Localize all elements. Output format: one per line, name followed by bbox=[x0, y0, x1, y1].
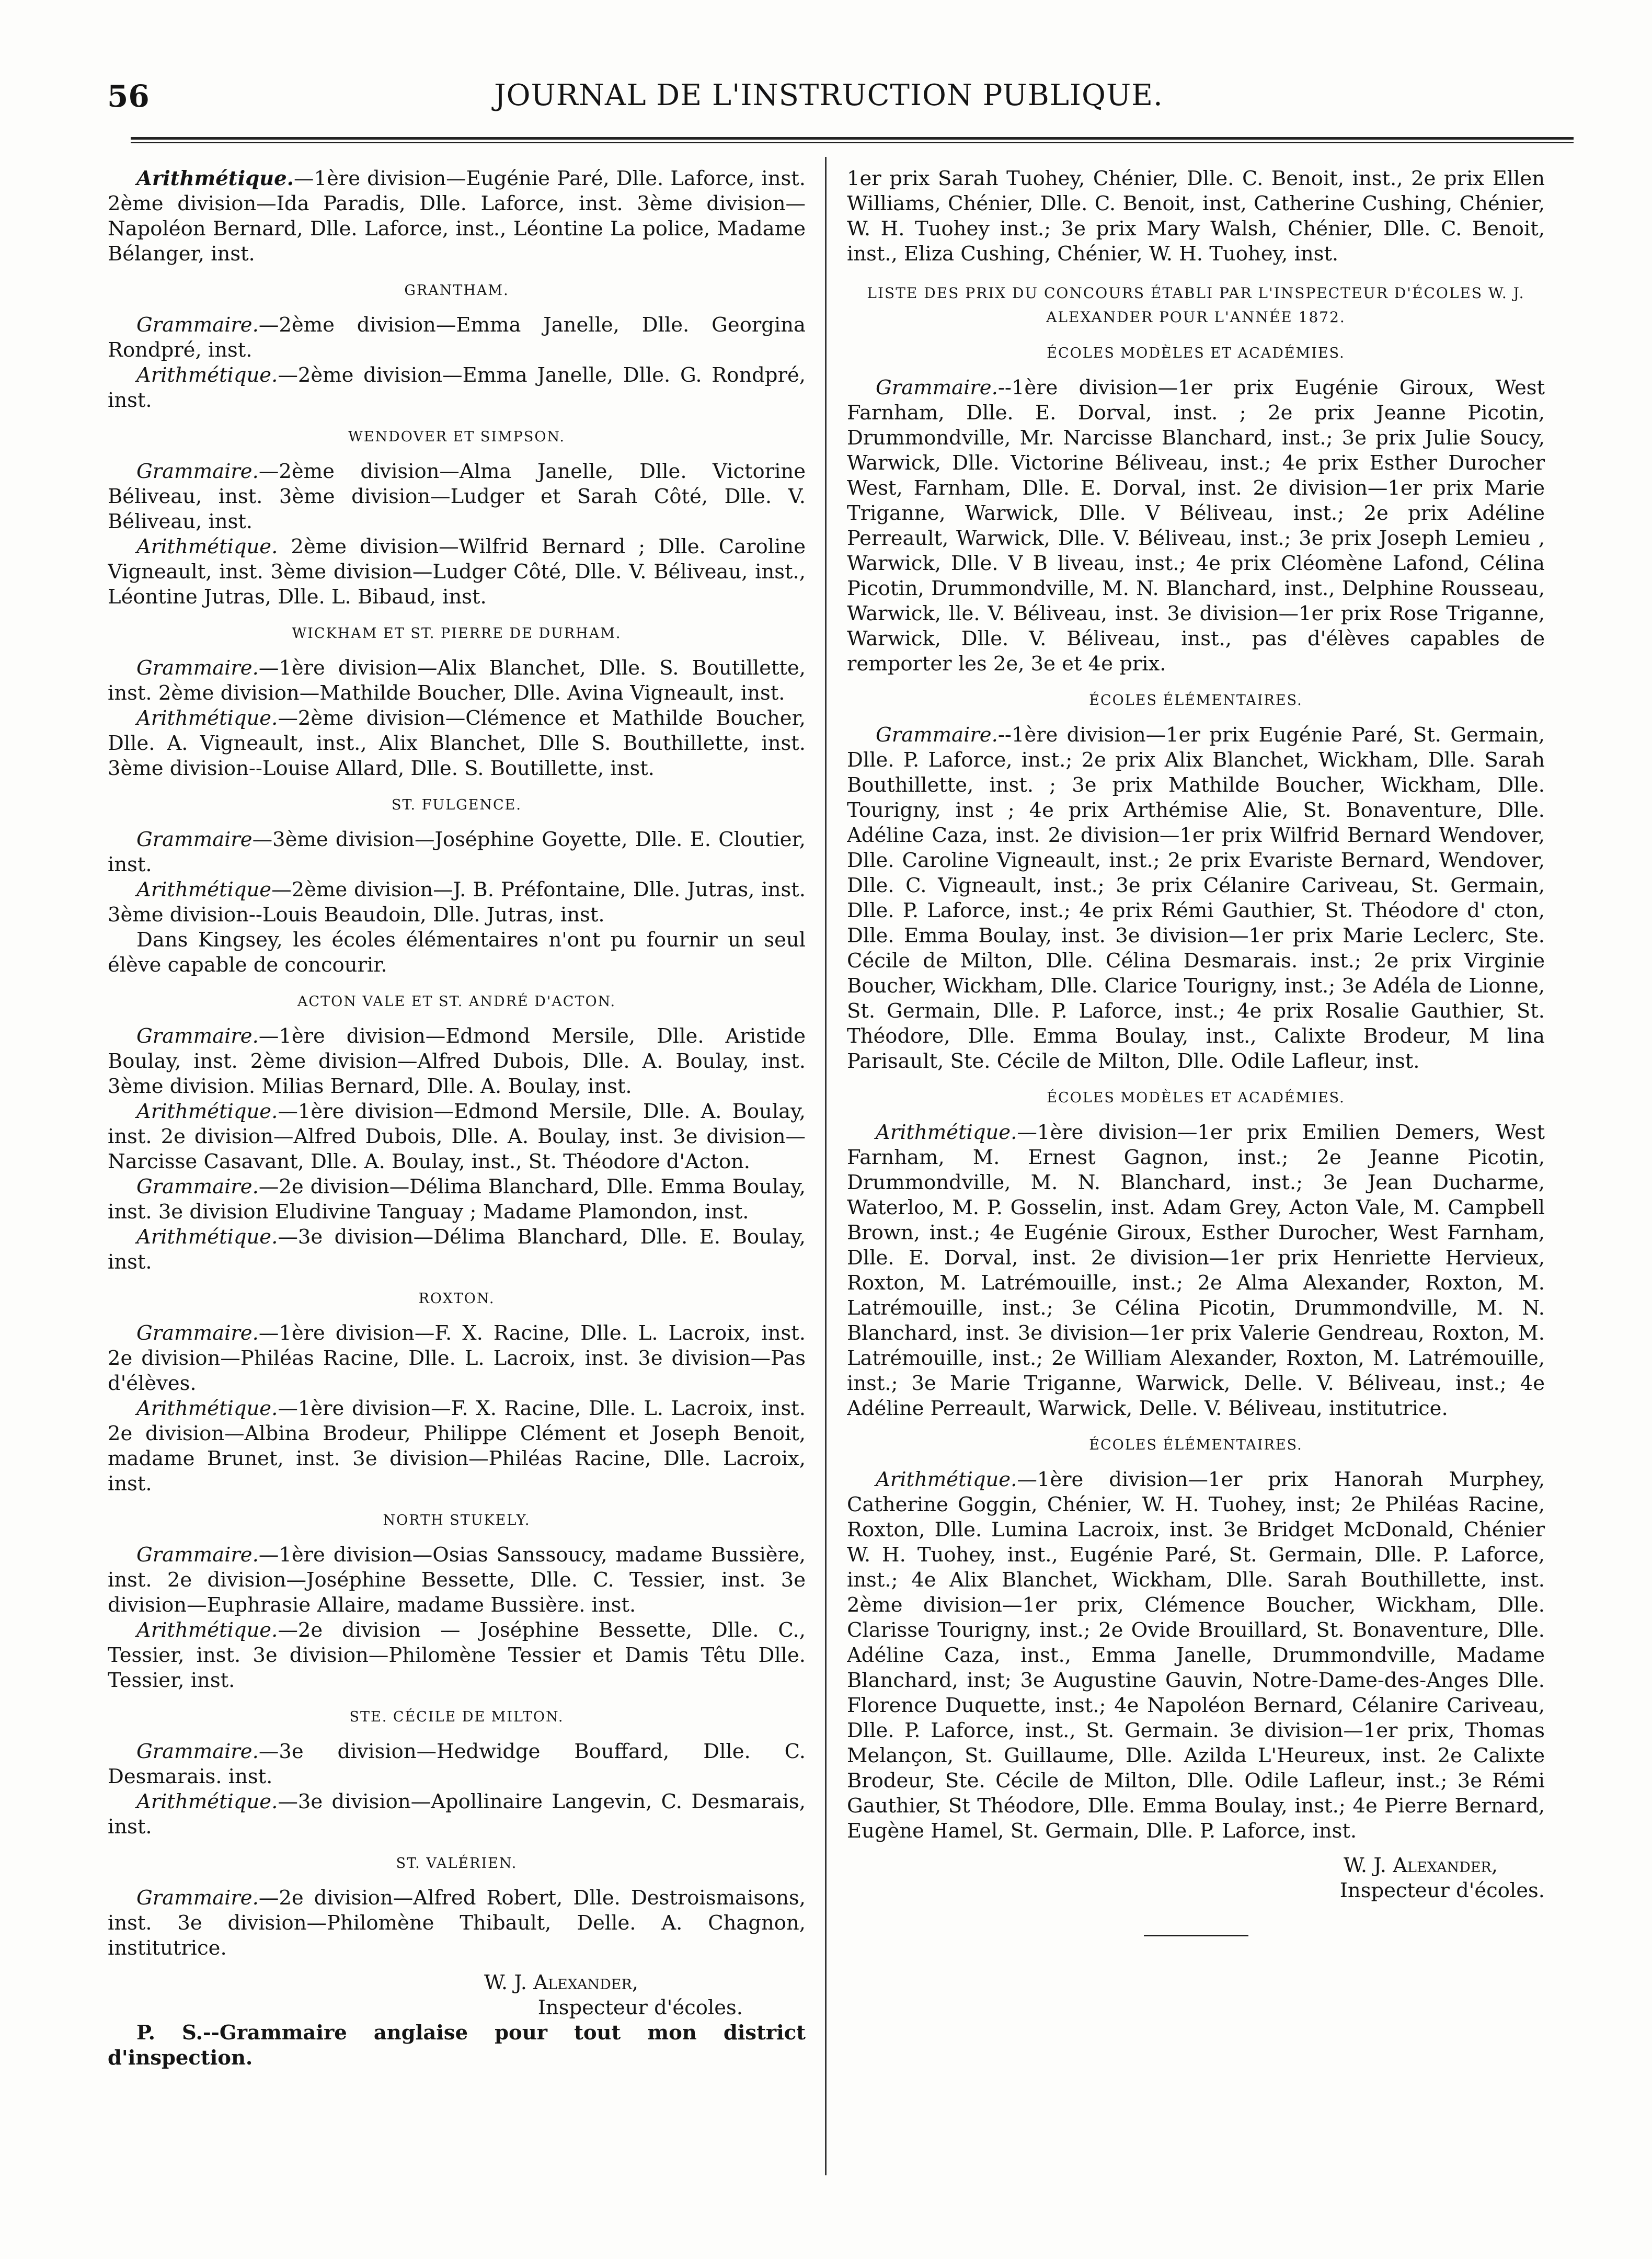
postscript: P. S.--Grammaire anglaise pour tout mon district d'inspection. bbox=[108, 2021, 806, 2070]
paragraph bbox=[108, 1321, 806, 1396]
category-label: Arithmétique. bbox=[136, 1790, 278, 1813]
paragraph bbox=[108, 1099, 806, 1174]
paragraph-text: —1ère division—Edmond Mersile, Dlle. Aristide Boulay, inst. 2ème division—Alfred Dubois, Dlle. A. Boulay, inst. 3ème division. Milias Bernard, Dlle. A. Boulay, inst. bbox=[108, 1024, 806, 1098]
paragraph bbox=[108, 1739, 806, 1789]
paragraph-text: 2ème division—Wilfrid Bernard ; Dlle. Caroline Vigneault, inst. 3ème division—Ludger Côté, Dlle. V. Béliveau, inst., Léontine Jutras, Dlle. L. Bibaud, inst. bbox=[108, 535, 806, 609]
section-heading-wickham: WICKHAM ET ST. PIERRE DE DURHAM. bbox=[292, 625, 622, 642]
category-label: Grammaire bbox=[136, 828, 253, 851]
category-label: Arithmétique bbox=[136, 878, 272, 902]
category-label: Arithmétique. bbox=[136, 1397, 278, 1420]
closing-rule bbox=[1144, 1935, 1248, 1936]
paragraph-text: —1ère division—Osias Sanssoucy, madame Bussière, inst. 2e division—Joséphine Bessette, Dlle. C. Tessier, inst. 3e division—Euphrasie Allaire, madame Bussière. inst. bbox=[108, 1543, 806, 1617]
paragraph bbox=[847, 375, 1545, 677]
paragraph bbox=[108, 827, 806, 877]
category-label: Grammaire. bbox=[136, 1175, 259, 1199]
header-rule bbox=[131, 137, 1574, 143]
paragraph bbox=[108, 656, 806, 706]
category-label: Grammaire. bbox=[136, 656, 259, 680]
left-column bbox=[108, 166, 806, 2206]
paragraph-text: —3e division—Apollinaire Langevin, C. Desmarais, inst. bbox=[108, 1790, 806, 1839]
prize-list-heading: LISTE DES PRIX DU CONCOURS ÉTABLI PAR L'INSPECTEUR D'ÉCOLES W. J. ALEXANDER POUR L'ANNÉE 1872. bbox=[867, 284, 1525, 326]
category-label: Arithmétique. bbox=[136, 1225, 278, 1249]
paragraph bbox=[847, 723, 1545, 1074]
paragraph bbox=[847, 1467, 1545, 1844]
section-heading-stukely: NORTH STUKELY. bbox=[383, 1512, 531, 1528]
paragraph-text: —3ème division—Joséphine Goyette, Dlle. E. Cloutier, inst. bbox=[108, 828, 806, 876]
category-label: Arithmétique. bbox=[136, 535, 278, 558]
paragraph-text: --1ère division—1er prix Eugénie Paré, St. Germain, Dlle. P. Laforce, inst.; 2e prix Alix Blanchet, Wickham, Dlle. Sarah Bouthillette, inst. ; 3e prix Mathilde Boucher, Wickham, Dlle. Tourigny, inst ; 4e prix Arthémise Alie, St. Bonaventure, Dlle. Adéline Caza, inst. 2e division—1er prix Wilfrid Bernard Wendover, Dlle. Caroline Vigneault, inst.; 2e prix Evariste Bernard, Wendover, Dlle. C. Vigneault, inst.; 3e prix Célanire Cariveau, St. Germain, Dlle. P. Laforce, inst.; 4e prix Rémi Gauthier, St. Théodore d' cton, Dlle. Emma Boulay, inst. 3e division—1er prix Marie Leclerc, Ste. Cécile de Milton, Dlle. Célina Desmarais. inst.; 2e prix Virginie Boucher, Wickham, Dlle. Clarice Tourigny, inst.; 3e Adéla de Lionne, St. Germain, Dlle. P. Laforce, inst.; 4e prix Rosalie Gauthier, St. Théodore, Dlle. Emma Boulay, inst., Calixte Brodeur, M lina Parisault, Ste. Cécile de Milton, Dlle. Odile Lafleur, inst. bbox=[847, 723, 1545, 1073]
column-divider bbox=[825, 157, 827, 2175]
paragraph bbox=[108, 1886, 806, 1961]
category-label: Grammaire. bbox=[136, 1543, 259, 1567]
paragraph bbox=[108, 1225, 806, 1275]
category-label: Arithmétique. bbox=[136, 363, 278, 387]
paragraph-text: —2ème division—Emma Janelle, Dlle. Georgina Rondpré, inst. bbox=[108, 313, 806, 362]
paragraph-text: —2ème division—Emma Janelle, Dlle. G. Rondpré, inst. bbox=[108, 363, 806, 412]
section-heading-roxton: ROXTON. bbox=[418, 1291, 495, 1307]
section-heading-wendover: WENDOVER ET SIMPSON. bbox=[348, 429, 565, 445]
section-heading-elementaires: ÉCOLES ÉLÉMENTAIRES. bbox=[1089, 692, 1303, 709]
paragraph-text: —1ère division—Edmond Mersile, Dlle. A. Boulay, inst. 2e division—Alfred Dubois, Dlle. A. Boulay, inst. 3e division—Narcisse Casavant, Dlle. A. Boulay, inst., St. Théodore d'Acton. bbox=[108, 1100, 806, 1173]
paragraph bbox=[108, 877, 806, 928]
section-heading-modeles: ÉCOLES MODÈLES ET ACADÉMIES. bbox=[1047, 345, 1345, 361]
paragraph bbox=[108, 1174, 806, 1225]
category-label: Arithmétique. bbox=[136, 706, 278, 730]
page-number: 56 bbox=[107, 78, 150, 114]
paragraph bbox=[108, 1024, 806, 1099]
paragraph: Dans Kingsey, les écoles élémentaires n'ont pu fournir un seul élève capable de concourir. bbox=[108, 928, 806, 977]
category-label: Grammaire. bbox=[136, 1024, 259, 1048]
category-label: Arithmétique. bbox=[876, 1468, 1017, 1491]
paragraph-text: —1ère division—F. X. Racine, Dlle. L. Lacroix, inst. 2e division—Albina Brodeur, Philippe Clément et Joseph Benoit, madame Brunet, inst. 3e division—Philéas Racine, Dlle. Lacroix, inst. bbox=[108, 1397, 806, 1496]
category-label: Grammaire. bbox=[136, 313, 259, 337]
paragraph-text: —2e division—Alfred Robert, Dlle. Destroismaisons, inst. 3e division—Philomène Thibault, Delle. A. Chagnon, institutrice. bbox=[108, 1886, 806, 1960]
right-column bbox=[847, 166, 1545, 2206]
paragraph-text: —2e division—Délima Blanchard, Dlle. Emma Boulay, inst. 3e division Eludivine Tanguay ; Madame Plamondon, inst. bbox=[108, 1175, 806, 1224]
section-heading-milton: STE. CÉCILE DE MILTON. bbox=[349, 1709, 564, 1725]
paragraph bbox=[108, 459, 806, 534]
category-label: Grammaire. bbox=[136, 1740, 259, 1763]
paragraph-text: —1ère division—Alix Blanchet, Dlle. S. Boutillette, inst. 2ème division—Mathilde Boucher, Dlle. Avina Vigneault, inst. bbox=[108, 656, 806, 705]
signature-title: Inspecteur d'écoles. bbox=[1339, 1879, 1545, 1902]
paragraph-text: —2ème division—J. B. Préfontaine, Dlle. Jutras, inst. 3ème division--Louis Beaudoin, Dlle. Jutras, inst. bbox=[108, 878, 806, 927]
paragraph-text: —3e division—Délima Blanchard, Dlle. E. Boulay, inst. bbox=[108, 1225, 806, 1274]
signature-title: Inspecteur d'écoles. bbox=[537, 1996, 743, 2020]
journal-title: JOURNAL DE L'INSTRUCTION PUBLIQUE. bbox=[494, 78, 1163, 112]
paragraph bbox=[108, 1789, 806, 1840]
paragraph-text: —1ère division—1er prix Hanorah Murphey, Catherine Goggin, Chénier, W. H. Tuohey, inst; 2e Philéas Racine, Roxton, Dlle. Lumina Lacroix, inst. 3e Bridget McDonald, Chénier W. H. Tuohey, inst., Eugénie Paré, St. Germain, Dlle. P. Laforce, inst.; 4e Alix Blanchet, Wickham, Dlle. Sarah Bouthillette, inst. 2ème division—1er prix, Clémence Boucher, Wickham, Dlle. Clarisse Tourigny, inst.; 2e Ovide Brouillard, St. Bonaventure, Dlle. Adéline Caza, inst., Emma Janelle, Drummondville, Madame Blanchard, inst; 3e Augustine Gauvin, Notre-Dame-des-Anges Dlle. Florence Duquette, inst.; 4e Napoléon Bernard, Célanire Cariveau, Dlle. P. Laforce, inst., St. Germain. 3e division—1er prix, Thomas Melançon, St. Guillaume, Dlle. Azilda L'Heureux, inst. 2e Calixte Brodeur, Ste. Cécile de Milton, Dlle. Odile Lafleur, inst.; 3e Rémi Gauthier, St Théodore, Dlle. Emma Boulay, inst.; 4e Pierre Bernard, Eugène Hamel, St. Germain, Dlle. P. Laforce, inst. bbox=[847, 1468, 1545, 1843]
paragraph bbox=[108, 1543, 806, 1618]
paragraph: 1er prix Sarah Tuohey, Chénier, Dlle. C. Benoit, inst., 2e prix Ellen Williams, Chénier, Dlle. C. Benoit, inst, Catherine Cushing, Chénier, W. H. Tuohey inst.; 3e prix Mary Walsh, Chénier, Dlle. C. Benoit, inst., Eliza Cushing, Chénier, W. H. Tuohey, inst. bbox=[847, 167, 1545, 266]
paragraph-text: —1ère division—Eugénie Paré, Dlle. Laforce, inst. 2ème division—Ida Paradis, Dlle. Laforce, inst. 3ème division—Napoléon Bernard, Dlle. Laforce, inst., Léontine La police, Madame Bélanger, inst. bbox=[108, 167, 806, 266]
section-heading-acton: ACTON VALE ET ST. ANDRÉ D'ACTON. bbox=[297, 994, 616, 1010]
paragraph bbox=[108, 313, 806, 363]
section-heading-modeles: ÉCOLES MODÈLES ET ACADÉMIES. bbox=[1047, 1090, 1345, 1106]
category-label: Arithmétique. bbox=[136, 1100, 278, 1123]
paragraph-text: —3e division—Hedwidge Bouffard, Dlle. C. Desmarais. inst. bbox=[108, 1740, 806, 1788]
category-label: Arithmétique. bbox=[876, 1121, 1017, 1144]
paragraph-text: —1ère division—1er prix Emilien Demers, West Farnham, M. Ernest Gagnon, inst.; 2e Jeanne Picotin, Drummondville, M. N. Blanchard, inst.; 3e Jean Ducharme, Waterloo, M. P. Gosselin, inst. Adam Grey, Acton Vale, M. Campbell Brown, inst.; 4e Eugénie Giroux, Esther Durocher, West Farnham, Dlle. E. Dorval, inst. 2e division—1er prix Henriette Hervieux, Roxton, M. Latrémouille, inst.; 2e Alma Alexander, Roxton, M. Latrémouille, inst.; 3e Célina Picotin, Drummondville, M. N. Blanchard, inst. 3e division—1er prix Valerie Gendreau, Roxton, M. Latrémouille, inst.; 2e William Alexander, Roxton, M. Latrémouille, inst.; 3e Marie Triganne, Warwick, Delle. V. Béliveau, inst.; 4e Adéline Perreault, Warwick, Delle. V. Béliveau, institutrice. bbox=[847, 1121, 1545, 1420]
page-header bbox=[107, 78, 1550, 126]
paragraph bbox=[108, 363, 806, 413]
section-heading-fulgence: ST. FULGENCE. bbox=[392, 797, 522, 813]
paragraph bbox=[108, 1618, 806, 1693]
category-label: Grammaire. bbox=[136, 1321, 259, 1345]
category-label: Grammaire. bbox=[136, 1886, 259, 1910]
paragraph bbox=[108, 706, 806, 781]
paragraph bbox=[108, 166, 806, 267]
section-heading-elementaires: ÉCOLES ÉLÉMENTAIRES. bbox=[1089, 1437, 1303, 1453]
paragraph-text: --1ère division—1er prix Eugénie Giroux, West Farnham, Dlle. E. Dorval, inst. ; 2e prix Jeanne Picotin, Drummondville, Mr. Narcisse Blanchard, inst.; 3e prix Julie Soucy, Warwick, Dlle. Victorine Béliveau, inst.; 4e prix Esther Durocher West, Farnham, Dlle. E. Dorval, inst. 2e division—1er prix Marie Triganne, Warwick, Dlle. V Béliveau, inst.; 2e prix Adéline Perreault, Warwick, Dlle. V. Béliveau, inst.; 3e prix Joseph Lemieu , Warwick, Dlle. V B liveau, inst.; 4e prix Cléomène Lafond, Célina Picotin, Drummondville, M. N. Blanchard, inst., Delphine Rousseau, Warwick, lle. V. Béliveau, inst. 3e division—1er prix Rose Triganne, Warwick, Dlle. V. Béliveau, inst., pas d'élèves capables de remporter les 2e, 3e et 4e prix. bbox=[847, 376, 1545, 676]
category-label: Arithmétique. bbox=[136, 167, 294, 190]
category-label: Grammaire. bbox=[876, 376, 998, 400]
category-label: Arithmétique. bbox=[136, 1618, 278, 1642]
paragraph-text: —2ème division—Alma Janelle, Dlle. Victorine Béliveau, inst. 3ème division—Ludger et Sarah Côté, Dlle. V. Béliveau, inst. bbox=[108, 460, 806, 533]
paragraph bbox=[108, 1396, 806, 1497]
paragraph-text: —2e division — Joséphine Bessette, Dlle. C., Tessier, inst. 3e division—Philomène Tessier et Damis Têtu Dlle. Tessier, inst. bbox=[108, 1618, 806, 1692]
paragraph bbox=[847, 1120, 1545, 1421]
paragraph-text: —2ème division—Clémence et Mathilde Boucher, Dlle. A. Vigneault, inst., Alix Blanchet, Dlle S. Bouthillette, inst. 3ème division--Louise Allard, Dlle. S. Boutillette, inst. bbox=[108, 706, 806, 780]
paragraph bbox=[108, 534, 806, 610]
section-heading-valerien: ST. VALÉRIEN. bbox=[396, 1855, 518, 1872]
section-heading-grantham: GRANTHAM. bbox=[404, 282, 509, 299]
paragraph-text: —1ère division—F. X. Racine, Dlle. L. Lacroix, inst. 2e division—Philéas Racine, Dlle. L. Lacroix, inst. 3e division—Pas d'élèves. bbox=[108, 1321, 806, 1395]
category-label: Grammaire. bbox=[876, 723, 998, 747]
signature-name: W. J. Alexander, bbox=[1344, 1854, 1498, 1877]
signature-name: W. J. Alexander, bbox=[484, 1971, 638, 1994]
category-label: Grammaire. bbox=[136, 460, 259, 483]
